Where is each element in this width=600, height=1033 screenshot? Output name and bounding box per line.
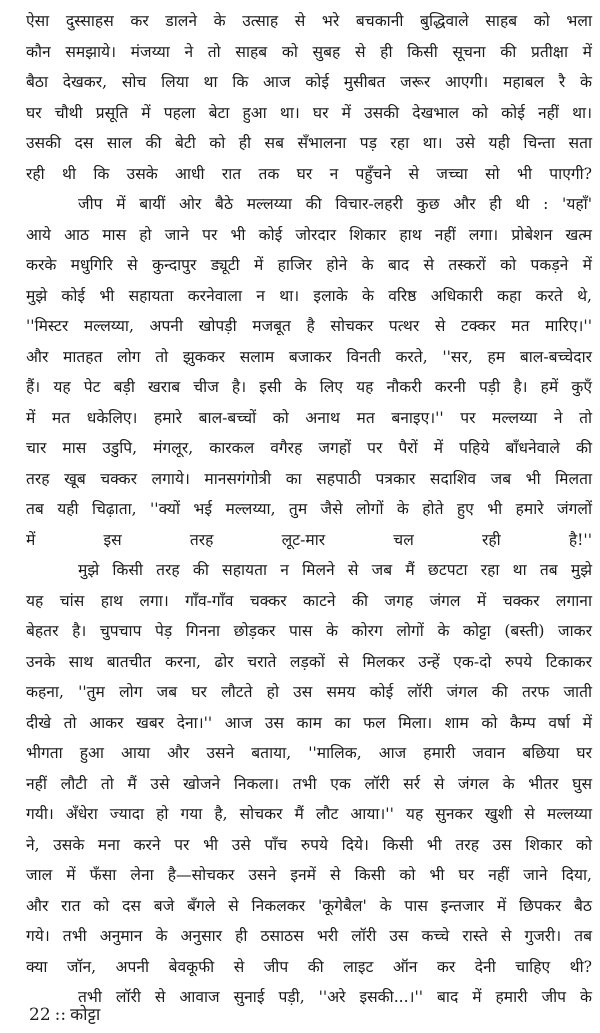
text-line: जीप में बायीं ओर बैठे मल्लय्या की विचार-लहरी कुछ और ही थी : 'यहाँ'	[78, 195, 592, 213]
text-line: उसकी दस साल की बेटी को ही सब सँभालना पड़ रहा था। उसे यही चिन्ता सता	[26, 134, 592, 152]
text-line: कहना, ''तुम लोग जब घर लौटते हो उस समय कोई लॉरी जंगल की तरफ जाती	[26, 683, 592, 701]
text-line: में इस तरह लूट-मार चल रही है!''	[26, 530, 592, 549]
paragraph	[26, 189, 592, 555]
footer-separator: ::	[54, 1005, 67, 1025]
text-line: क्या जॉन, अपनी बेवकूफी से जीप की लाइट ऑन कर देनी चाहिए थी?	[26, 957, 592, 976]
text-line: ने, उसके मना करने पर भी उसे पाँच रुपये दिये। किसी भी तरह उस शिकार को	[26, 835, 592, 854]
text-line: बैठा देखकर, सोच लिया था कि आज कोई मुसीबत जरूर आएगी। महाबल रै के	[26, 73, 592, 91]
paragraph	[26, 555, 592, 982]
text-line: बेहतर है। चुपचाप पेड़ गिनना छोड़कर पास के कोरग लोगों के कोट्टा (बस्ती) जाकर	[26, 622, 592, 640]
text-line: मुझे कोई भी सहायता करनेवाला न था। इलाके के वरिष्ठ अधिकारी कहा करते थे,	[26, 286, 592, 305]
text-line: गयी। अँधेरा ज्यादा हो गया है, सोचकर मैं लौट आया।'' यह सुनकर खुशी से मल्लय्या	[26, 805, 592, 823]
text-line: तभी लॉरी से आवाज सुनाई पड़ी, ''अरे इसकी...।'' बाद में हमारी जीप के	[78, 988, 592, 1006]
text-line: तरह खूब चक्कर लगाये। मानसगंगोत्री का सहपाठी पत्रकार सदाशिव जब भी मिलता	[26, 469, 592, 488]
page-number: 22	[29, 1005, 51, 1025]
text-line: तब यही चिढ़ाता, ''क्यों भई मल्लय्या, तुम जैसे लोगों के होते हुए भी हमारे जंगलों	[26, 500, 592, 518]
running-title: कोट्टा	[70, 1005, 101, 1025]
text-line: चार मास उडुपि, मंगलूर, कारकल वगैरह जगहों पर पैरों में पहिये बाँधनेवाले की	[26, 439, 592, 457]
text-line: करके मधुगिरि से कुन्दापुर ड्यूटी में हाजिर होने के बाद से तस्करों को पकड़ने में	[26, 256, 592, 274]
text-line: कौन समझाये। मंजय्या ने तो साहब को सुबह से ही किसी सूचना की प्रतीक्षा में	[26, 42, 592, 61]
text-line: भीगता हुआ आया और उसने बताया, ''मालिक, आज हमारी जवान बछिया घर	[26, 744, 592, 762]
text-line: और मातहत लोग तो झुककर सलाम बजाकर विनती करते, ''सर, हम बाल-बच्चेदार	[26, 347, 592, 366]
page-footer	[29, 1002, 100, 1025]
text-line: हैं। यह पेट बड़ी खराब चीज है। इसी के लिए यह नौकरी करनी पड़ी है। हमें कुएँ	[26, 378, 592, 396]
text-line: दीखे तो आकर खबर देना।'' आज उस काम का फल मिला। शाम को कैम्प वर्षा में	[26, 713, 592, 732]
text-line: गये। तभी अनुमान के अनुसार ही ठसाठस भरी लॉरी उस कच्चे रास्ते से गुजरी। तब	[26, 927, 592, 945]
text-line: उनके साथ बातचीत करना, ढोर चराते लड़कों से मिलकर उन्हें एक-दो रुपये टिकाकर	[26, 652, 592, 671]
text-line: घर चौथी प्रसूति में पहला बेटा हुआ था। घर में उसकी देखभाल को कोई नहीं था।	[26, 103, 592, 122]
text-line: जाल में फँसा लेना है—सोचकर उसने इनमें से किसी को भी घर नहीं जाने दिया,	[26, 866, 592, 884]
body-text	[26, 6, 592, 1013]
text-line: ''मिस्टर मल्लय्या, अपनी खोपड़ी मजबूत है सोचकर पत्थर से टक्कर मत मारिए।''	[26, 317, 592, 335]
paragraph	[26, 6, 592, 189]
text-line: नहीं लौटी तो मैं उसे खोजने निकला। तभी एक लॉरी सर्र से जंगल के भीतर घुस	[26, 774, 592, 793]
text-line: मुझे किसी तरह की सहायता न मिलने से जब मैं छटपटा रहा था तब मुझे	[78, 561, 592, 579]
text-line: आये आठ मास हो जाने पर भी कोई जोरदार शिकार हाथ नहीं लगा। प्रोबेशन खत्म	[26, 225, 592, 244]
text-line: ऐसा दुस्साहस कर डालने के उत्साह से भरे बचकानी बुद्धिवाले साहब को भला	[26, 12, 592, 30]
paragraph	[26, 982, 592, 1013]
text-line: में मत धकेलिए। हमारे बाल-बच्चों को अनाथ मत बनाइए।'' पर मल्लय्या ने तो	[26, 408, 592, 427]
text-line: रही थी कि उसके आधी रात तक घर न पहुँचने से जच्चा सो भी पाएगी?	[26, 164, 592, 183]
text-line: यह चांस हाथ लगा। गाँव-गाँव चक्कर काटने की जगह जंगल में चक्कर लगाना	[26, 591, 592, 610]
text-line: और रात को दस बजे बँगले से निकलकर 'कूगेबैल' के पास इन्तजार में छिपकर बैठ	[26, 896, 592, 915]
